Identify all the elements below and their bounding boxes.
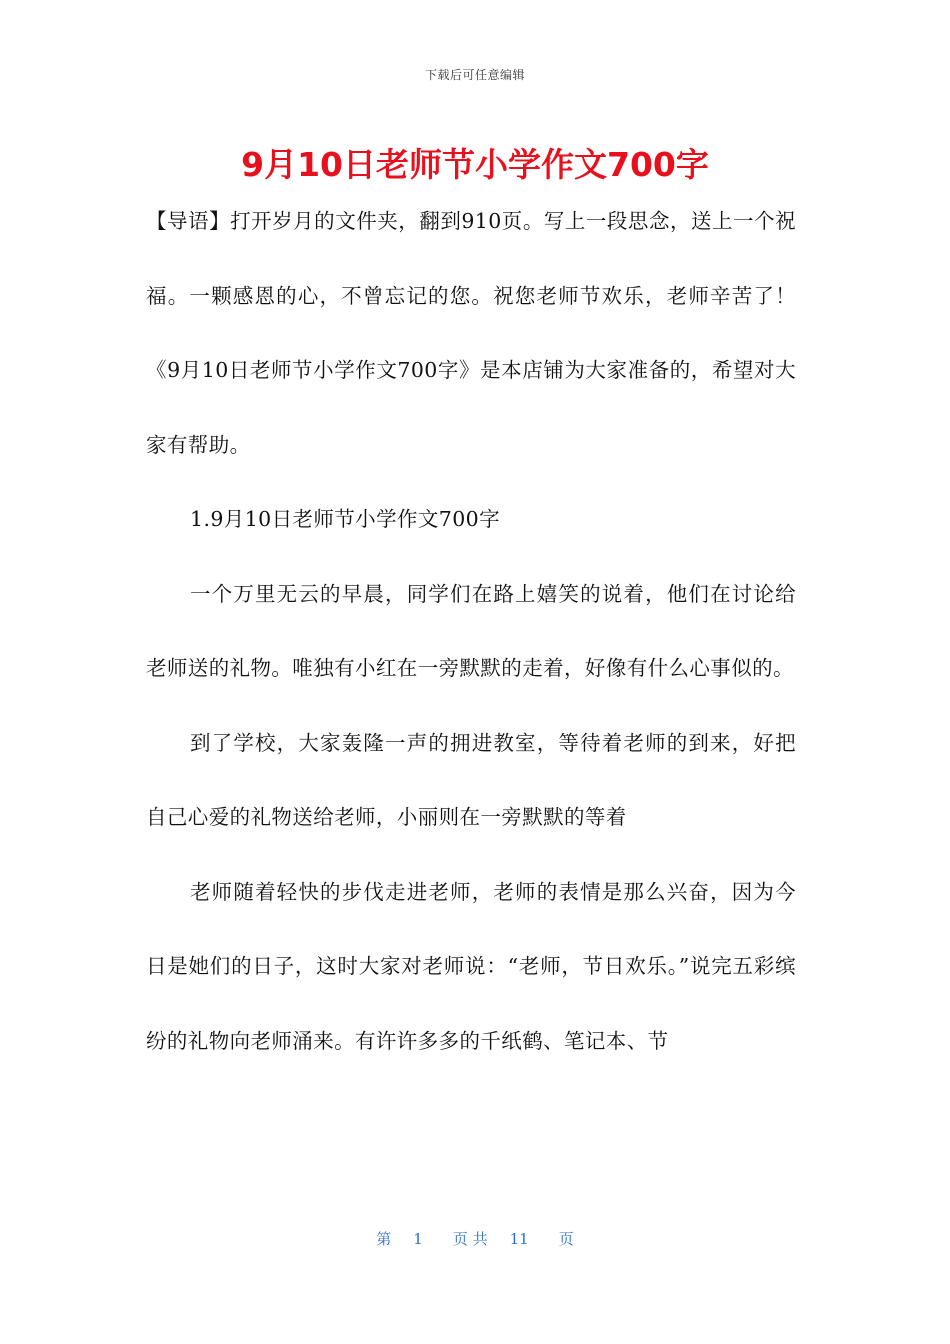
page-header-note: 下载后可任意编辑 — [424, 68, 525, 82]
body-paragraph: 老师随着轻快的步伐走进老师，老师的表情是那么兴奋，因为今日是她们的日子，这时大家对老师说：“老师，节日欢乐。”说完五彩缤纷的礼物向老师涌来。有许许多多的千纸鹤、笔记本、节 — [146, 879, 796, 1053]
total-pages-number: 11 — [509, 1230, 529, 1248]
intro-paragraph: 【导语】打开岁月的文件夹，翻到910页。写上一段思念，送上一个祝福。一颗感恩的心，不曾忘记的您。祝您老师节欢乐，老师辛苦了！《9月10日老师节小学作文700字》是本店铺为大家准备的，希望对大家有帮助。 — [146, 209, 796, 457]
document-title: 9月10日老师节小学作文700字 — [241, 145, 709, 184]
page-footer — [0, 1228, 950, 1249]
document-body — [146, 184, 796, 1078]
body-paragraph: 到了学校，大家轰隆一声的拥进教室，等待着老师的到来，好把自己心爱的礼物送给老师，小丽则在一旁默默的等着 — [146, 730, 796, 829]
section-heading: 1.9月10日老师节小学作文700字 — [190, 507, 501, 531]
page-suffix: 页 — [558, 1230, 574, 1248]
body-paragraph: 一个万里无云的早晨，同学们在路上嬉笑的说着，他们在讨论给老师送的礼物。唯独有小红在一旁默默的走着，好像有什么心事似的。 — [146, 581, 796, 680]
page-middle-label: 页 共 — [452, 1230, 488, 1248]
current-page-number: 1 — [413, 1230, 423, 1248]
page-prefix: 第 — [376, 1230, 392, 1248]
